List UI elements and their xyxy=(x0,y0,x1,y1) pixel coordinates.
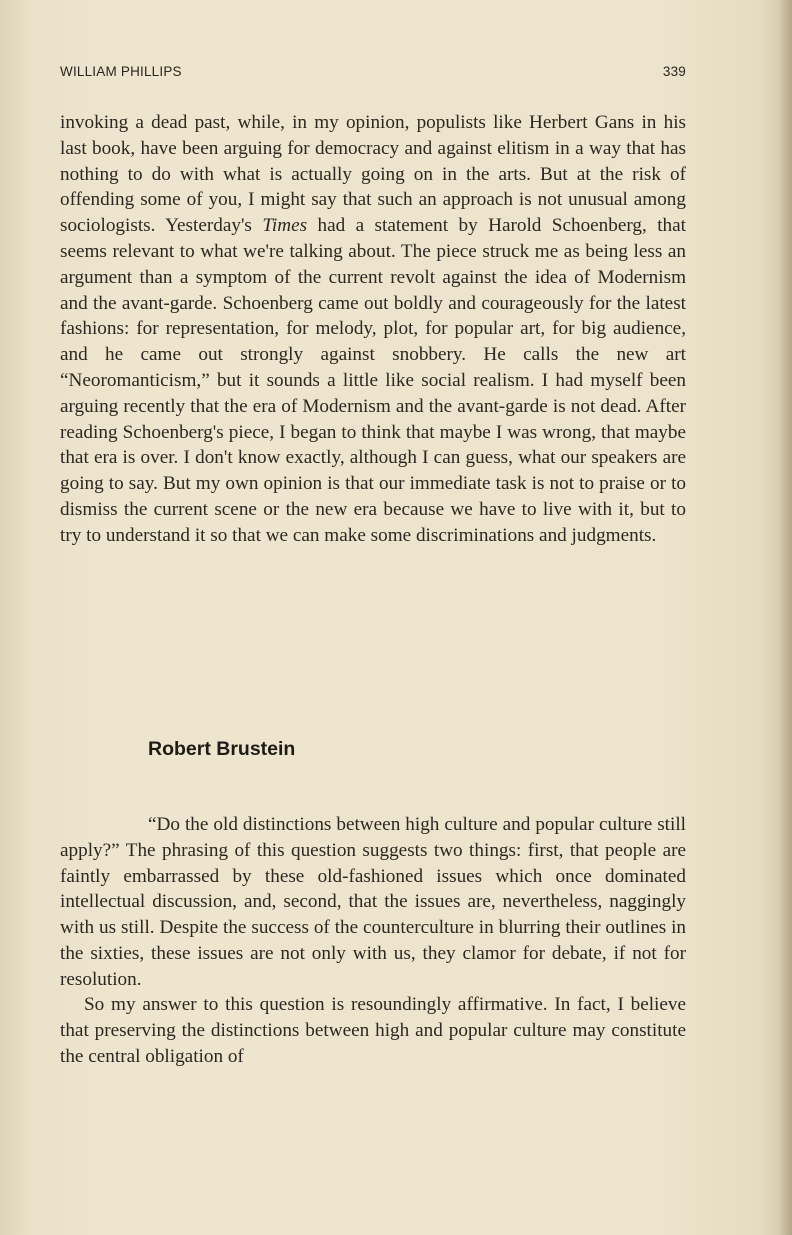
paragraph-text: “Do the old distinctions between high culture and popular culture still apply?” The phrasing of this question suggests two things: first, that people are faintly embarrassed by these old-fashioned issues which once dominated intellectual discussion, and, second, that the issues are, nevertheless, naggingly with us still. Despite the success of the counterculture in blurring their outlines in the sixties, these issues are not only with us, they clamor for debate, if not for resolution. xyxy=(60,814,686,990)
running-head-author: WILLIAM PHILLIPS xyxy=(60,64,182,79)
paragraph-text: invoking a dead past, while, in my opinion, populists like Herbert Gans in his last book, have been arguing for democracy and against elitism in a way that has nothing to do with what is actually going on in the arts. But at the risk of offending some of you, I might say that such an approach is not unusual among sociologists. Yesterday's xyxy=(60,112,686,237)
italic-title-times: Times xyxy=(262,215,308,237)
paragraph-brustein-second xyxy=(60,992,686,1069)
section-heading: Robert Brustein xyxy=(148,738,296,760)
paragraph-text: had a statement by Harold Schoenberg, that seems relevant to what we're talking about. The piece struck me as being less an argument than a symptom of the current revolt against the idea of Modernism and the avant-garde. Schoenberg came out boldly and courageously for the latest fashions: for representation, for melody, plot, for popular art, for big audience, and he came out strongly against snobbery. He calls the new art “Neoromanticism,” but it sounds a little like social realism. I had myself been arguing recently that the era of Modernism and the avant-garde is not dead. After reading Schoenberg's piece, I began to think that maybe I was wrong, that maybe that era is over. I don't know exactly, although I can guess, what our speakers are going to say. But my own opinion is that our immediate task is not to praise or to dismiss the current scene or the new era because we have to live with it, but to try to understand it so that we can make some discriminations and judgments. xyxy=(60,215,686,546)
paragraph-text: So my answer to this question is resoundingly affirmative. In fact, I believe that preserving the distinctions between high and popular culture may constitute the central obligation of xyxy=(60,994,686,1067)
paragraph-phillips-closing xyxy=(60,110,686,549)
page-edge-shadow xyxy=(778,0,792,1235)
paragraph-brustein-opening xyxy=(60,812,686,993)
page-number: 339 xyxy=(662,64,686,79)
